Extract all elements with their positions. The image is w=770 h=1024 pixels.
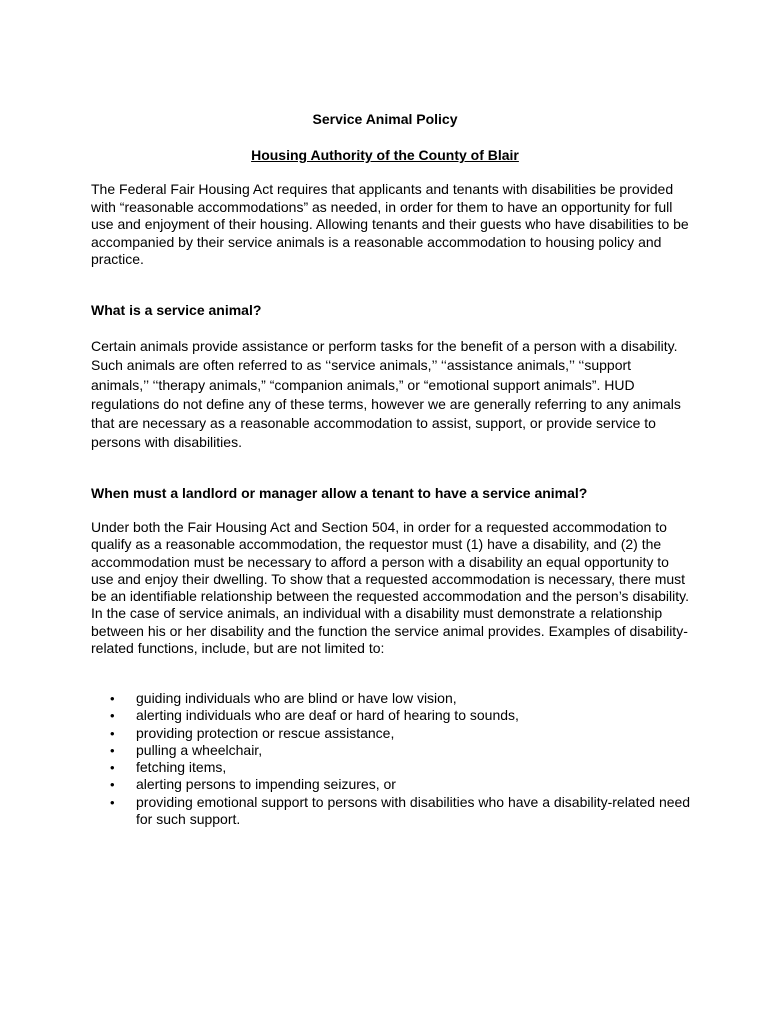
- bullet-icon: •: [110, 725, 115, 741]
- list-item-text: alerting individuals who are deaf or hard of hearing to sounds,: [136, 707, 519, 724]
- list-item-text: guiding individuals who are blind or have low vision,: [136, 690, 457, 706]
- list-item: [91, 776, 691, 793]
- list-item: [91, 707, 691, 724]
- list-item-text: pulling a wheelchair,: [136, 741, 263, 758]
- section-body-when-must-allow: Under both the Fair Housing Act and Section 504, in order for a requested accommodation to qualify as a reasonable accommodation, the requestor must (1) have a disability, and (2) the accommodation must be necessary to afford a person with a disability an equal opportunity to use and enjoy their dwelling. To show that a requested accommodation is necessary, there must be an identifiable relationship between the requested accommodation and the person’s disability. In the case of service animals, an individual with a disability must demonstrate a relationship between his or her disability and the function the service animal provides. Examples of disability-related functions, include, but are not limited to:: [91, 519, 689, 657]
- list-item: [91, 794, 691, 829]
- list-item: [91, 690, 691, 707]
- list-item-text: providing protection or rescue assistance,: [136, 724, 395, 741]
- bullet-icon: •: [110, 777, 115, 793]
- list-item-text: alerting persons to impending seizures, or: [136, 776, 396, 793]
- list-item-text: fetching items,: [136, 759, 227, 776]
- list-item: [91, 759, 691, 776]
- intro-paragraph: The Federal Fair Housing Act requires that applicants and tenants with disabilities be provided with “reasonable accommodations” as needed, in order for them to have an opportunity for full use and enjoyment of their housing. Allowing tenants and their guests who have disabilities to be accompanied by their service animals is a reasonable accommodation to housing policy and practice.: [91, 181, 689, 267]
- document-title: Service Animal Policy: [312, 111, 458, 127]
- list-item: [91, 742, 691, 759]
- bullet-icon: •: [110, 742, 115, 758]
- document-subtitle: Housing Authority of the County of Blair: [251, 147, 519, 163]
- bullet-icon: •: [110, 794, 115, 810]
- list-item-text: providing emotional support to persons with disabilities who have a disability-related need for such support.: [136, 793, 691, 828]
- bullet-icon: •: [110, 708, 115, 724]
- disability-functions-list: [91, 690, 691, 828]
- list-item: [91, 725, 691, 742]
- section-heading-what-is-service-animal: What is a service animal?: [91, 302, 262, 318]
- bullet-icon: •: [110, 691, 115, 706]
- section-body-what-is-service-animal: Certain animals provide assistance or perform tasks for the benefit of a person with a disability. Such animals are often referred to as ‘‘service animals,’’ ‘‘assistance animals,’’ ‘‘support animals,’’ ‘‘therapy animals,” “companion animals,” or “emotional support animals”. HUD regulations do not define any of these terms, however we are generally referring to any animals that are necessary as a reasonable accommodation to assist, support, or provide service to persons with disabilities.: [91, 338, 681, 451]
- bullet-icon: •: [110, 760, 115, 776]
- section-heading-when-must-allow: When must a landlord or manager allow a tenant to have a service animal?: [91, 485, 588, 501]
